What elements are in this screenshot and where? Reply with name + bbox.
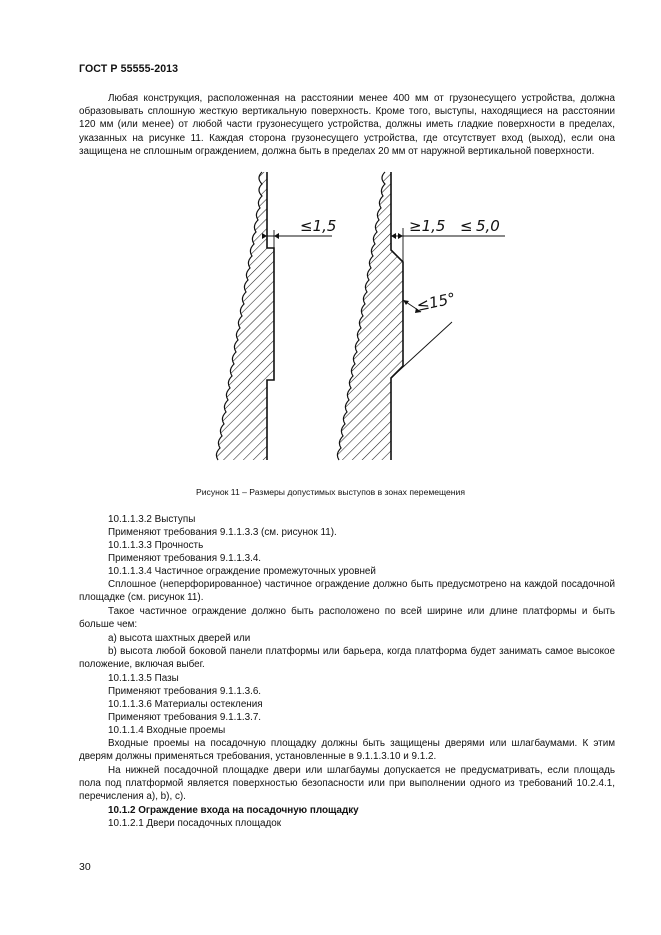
- clause-10-1-1-4: 10.1.1.4 Входные проемы: [108, 725, 226, 736]
- lower-landing-paragraph: На нижней посадочной площадке двери или шлагбаумы допускается не предусматривать, если площадь пола под платформой является поверхностью безопасности или при выполнении одного из требований 10.2.4.1, перечисления а), b), с).: [79, 765, 615, 803]
- clause-text-line: Применяют требования 9.1.1.3.7.: [108, 712, 262, 723]
- right-dimension-le-label: ≤: [460, 217, 473, 235]
- clause-text-line: Применяют требования 9.1.1.3.3 (см. рисунок 11).: [108, 527, 337, 538]
- clause-text-line: Применяют требования 9.1.1.3.4.: [108, 553, 262, 564]
- left-dimension-label: ≤1,5: [300, 217, 337, 235]
- clause-text-line: Применяют требования 9.1.1.3.6.: [108, 686, 262, 697]
- angle-label: ≤15°: [415, 289, 458, 315]
- clause-10-1-1-3-6: 10.1.1.3.6 Материалы остекления: [108, 699, 263, 710]
- page-number: 30: [79, 861, 91, 873]
- section-10-1-2-title: 10.1.2 Ограждение входа на посадочную площадку: [108, 805, 359, 816]
- right-dimension-min-label: ≥1,5: [409, 217, 446, 235]
- figure-caption: Рисунок 11 – Размеры допустимых выступов в зонах перемещения: [196, 487, 465, 497]
- list-item-b: b) высота любой боковой панели платформы или барьера, когда платформа будет занимать самое высокое положение, включая выбег.: [79, 646, 615, 671]
- barrier-extent-paragraph: Такое частичное ограждение должно быть расположено по всей ширине или длине платформы и быть больше чем:: [79, 606, 615, 631]
- list-item-a: a) высота шахтных дверей или: [108, 633, 251, 644]
- intro-paragraph: Любая конструкция, расположенная на расстоянии менее 400 мм от грузонесущего устройства, должна образовывать сплошную жесткую вертикальную поверхность. Кроме того, выступы, находящиеся на расстоянии 120 мм (или менее) от любой части грузонесущего устройства, должны иметь гладкие поверхности в пределах, указанных на рисунке 11. Каждая сторона грузонесущего устройства, где отсутствует вход (выход), если она защищена не сплошным ограждением, должна быть в пределах 20 мм от наружной вертикальной поверхности.: [79, 93, 615, 157]
- clause-10-1-1-3-3: 10.1.1.3.3 Прочность: [108, 540, 204, 551]
- left-wall-profile: [216, 172, 332, 460]
- clause-10-1-1-3-2: 10.1.1.3.2 Выступы: [108, 514, 196, 525]
- entry-openings-paragraph: Входные проемы на посадочную площадку должны быть защищены дверями или шлагбаумами. К этим дверям должны применяться требования, установленные в 9.1.1.3.10 и 9.1.2.: [79, 738, 615, 763]
- document-header: ГОСТ Р 55555-2013: [79, 63, 179, 75]
- clause-10-1-1-3-5: 10.1.1.3.5 Пазы: [108, 673, 179, 684]
- clause-10-1-1-3-4: 10.1.1.3.4 Частичное ограждение промежуточных уровней: [108, 566, 376, 577]
- right-dimension-max-label: 5,0: [476, 217, 500, 235]
- right-wall-profile: [337, 172, 505, 460]
- clause-10-1-2-1: 10.1.2.1 Двери посадочных площадок: [108, 818, 282, 829]
- solid-barrier-paragraph: Сплошное (неперфорированное) частичное ограждение должно быть предусмотрено на каждой посадочной площадке (см. рисунок 11).: [79, 579, 615, 604]
